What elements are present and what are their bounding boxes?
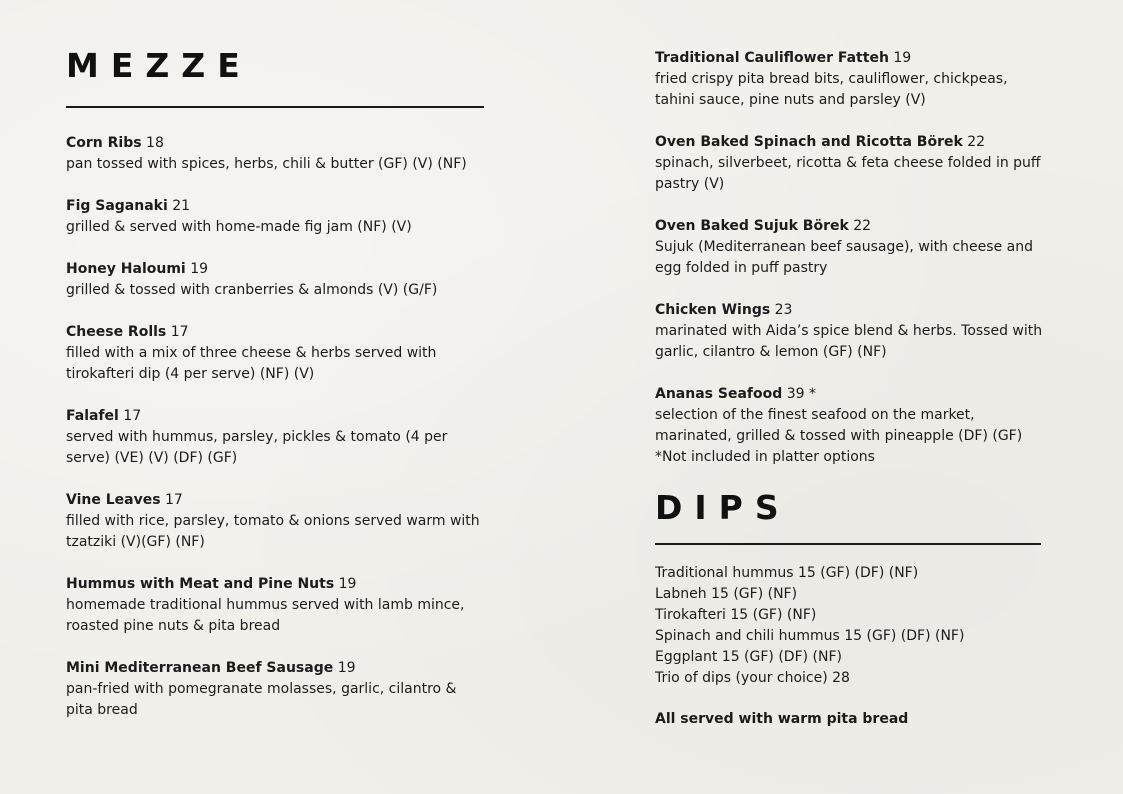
menu-item-ananas-seafood — [655, 384, 1045, 468]
dips-divider — [655, 543, 1041, 545]
item-price: 19 — [337, 660, 356, 676]
dip-item: Trio of dips (your choice) 28 — [655, 670, 850, 686]
menu-item-mini-beef-sausage — [66, 658, 486, 721]
dip-item: Eggplant 15 (GF) (DF) (NF) — [655, 649, 842, 665]
item-description: selection of the finest seafood on the market, marinated, grilled & tossed with pineapple (DF) (GF) — [655, 407, 1023, 444]
item-description: fried crispy pita bread bits, cauliflower, chickpeas, tahini sauce, pine nuts and parsley (V) — [655, 71, 1008, 108]
item-name: Honey Haloumi — [66, 261, 186, 277]
mezze-divider — [66, 106, 484, 108]
menu-item-fig-saganaki — [66, 196, 486, 238]
item-price: 17 — [123, 408, 142, 424]
item-price: 39 * — [786, 386, 816, 402]
item-description: pan-fried with pomegranate molasses, garlic, cilantro & pita bread — [66, 681, 457, 718]
item-name: Falafel — [66, 408, 119, 424]
item-name: Mini Mediterranean Beef Sausage — [66, 660, 334, 676]
item-price: 21 — [172, 198, 191, 214]
item-description: homemade traditional hummus served with lamb mince, roasted pine nuts & pita bread — [66, 597, 465, 634]
dips-list — [655, 563, 1045, 689]
item-name: Ananas Seafood — [655, 386, 783, 402]
menu-item-corn-ribs — [66, 133, 486, 175]
dips-heading: DIPS — [655, 488, 791, 527]
item-description: pan tossed with spices, herbs, chili & butter (GF) (V) (NF) — [66, 156, 467, 172]
item-name: Fig Saganaki — [66, 198, 168, 214]
item-description: served with hummus, parsley, pickles & tomato (4 per serve) (VE) (V) (DF) (GF) — [66, 429, 448, 466]
item-description: grilled & tossed with cranberries & almonds (V) (G/F) — [66, 282, 438, 298]
dip-item: Tirokafteri 15 (GF) (NF) — [655, 607, 817, 623]
menu-item-vine-leaves — [66, 490, 486, 553]
item-name: Corn Ribs — [66, 135, 142, 151]
item-price: 23 — [774, 302, 793, 318]
item-name: Vine Leaves — [66, 492, 161, 508]
item-name: Traditional Cauliflower Fatteh — [655, 50, 889, 66]
dips-note: All served with warm pita bread — [655, 711, 909, 727]
menu-item-falafel — [66, 406, 486, 469]
menu-item-cheese-rolls — [66, 322, 486, 385]
dip-item: Labneh 15 (GF) (NF) — [655, 586, 798, 602]
dip-item: Spinach and chili hummus 15 (GF) (DF) (NF) — [655, 628, 965, 644]
item-description: spinach, silverbeet, ricotta & feta cheese folded in puff pastry (V) — [655, 155, 1041, 192]
item-description: Sujuk (Mediterranean beef sausage), with cheese and egg folded in puff pastry — [655, 239, 1033, 276]
item-description: filled with rice, parsley, tomato & onions served warm with tzatziki (V)(GF) (NF) — [66, 513, 480, 550]
item-footnote: *Not included in platter options — [655, 449, 875, 465]
mezze-items-left — [66, 133, 486, 742]
item-name: Cheese Rolls — [66, 324, 167, 340]
item-price: 19 — [893, 50, 912, 66]
item-name: Oven Baked Spinach and Ricotta Börek — [655, 134, 963, 150]
item-price: 17 — [170, 324, 189, 340]
menu-item-sujuk-borek — [655, 216, 1045, 279]
item-price: 17 — [165, 492, 183, 508]
menu-item-chicken-wings — [655, 300, 1045, 363]
item-description: grilled & served with home-made fig jam (NF) (V) — [66, 219, 412, 235]
menu-item-cauliflower-fatteh — [655, 48, 1045, 111]
item-price: 18 — [146, 135, 164, 151]
dip-item: Traditional hummus 15 (GF) (DF) (NF) — [655, 565, 919, 581]
menu-item-spinach-ricotta-borek — [655, 132, 1045, 195]
item-name: Oven Baked Sujuk Börek — [655, 218, 849, 234]
item-description: marinated with Aida’s spice blend & herbs. Tossed with garlic, cilantro & lemon (GF) (NF) — [655, 323, 1043, 360]
item-price: 19 — [338, 576, 357, 592]
item-price: 22 — [967, 134, 986, 150]
item-price: 22 — [853, 218, 872, 234]
item-description: filled with a mix of three cheese & herbs served with tirokafteri dip (4 per serve) (NF) (V) — [66, 345, 437, 382]
item-name: Hummus with Meat and Pine Nuts — [66, 576, 335, 592]
item-price: 19 — [190, 261, 209, 277]
menu-item-hummus-with-meat — [66, 574, 486, 637]
mezze-items-right — [655, 48, 1045, 489]
mezze-heading: MEZZE — [66, 46, 252, 85]
menu-item-honey-haloumi — [66, 259, 486, 301]
item-name: Chicken Wings — [655, 302, 771, 318]
